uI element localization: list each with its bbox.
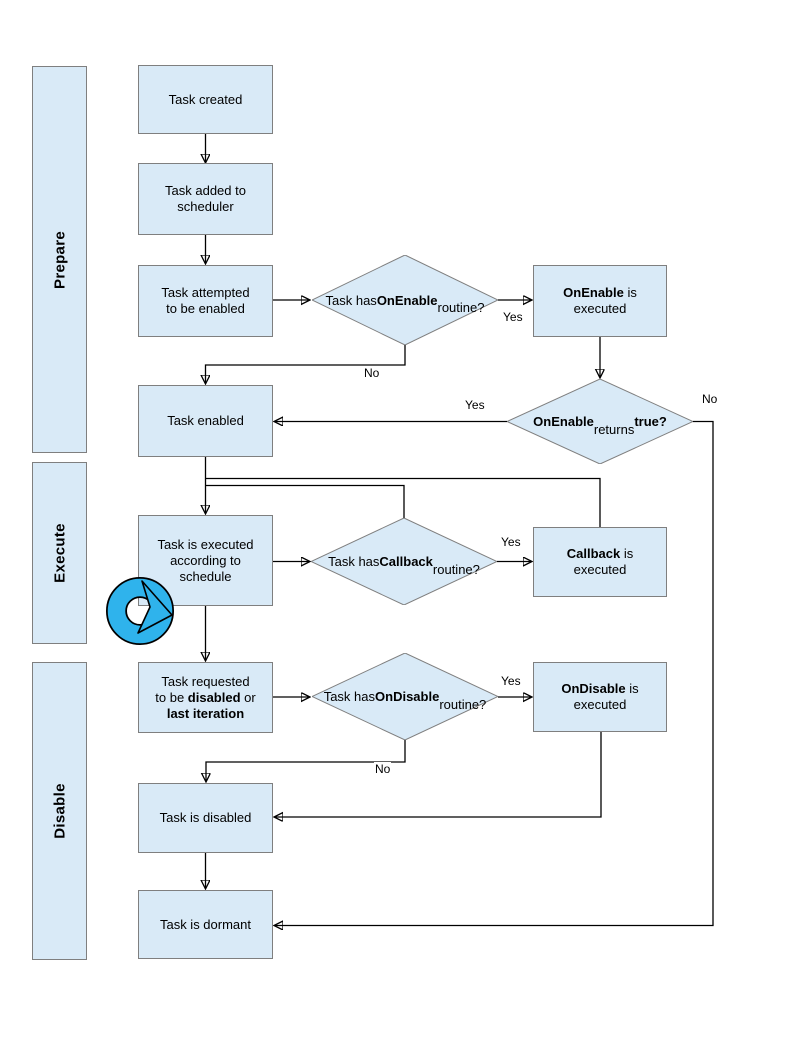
edge-label-yes-has-ondisable: Yes [501, 674, 521, 688]
decision-has-callback-label: Task has Callback routine? [328, 554, 480, 577]
decision-has-onenable-label: Task has OnEnable routine? [325, 292, 485, 315]
edge-label-yes-returns-true: Yes [465, 398, 485, 412]
node-task-disabled-label: Task is disabled [159, 810, 252, 825]
node-task-added-to-scheduler [138, 163, 273, 235]
node-task-requested-disabled [138, 662, 273, 733]
edge-label-no-has-ondisable: No [375, 762, 391, 776]
node-onenable-executed-label: OnEnable is executed [563, 285, 637, 316]
node-task-created [138, 65, 273, 134]
node-callback-executed [533, 527, 667, 597]
node-task-disabled [138, 783, 273, 853]
node-ondisable-executed [533, 662, 667, 732]
node-task-created-label: Task created [168, 91, 243, 107]
node-task-dormant-label: Task is dormant [159, 916, 252, 932]
phase-label-disable: Disable [51, 783, 68, 839]
node-callback-executed-label: Callback is executed [566, 546, 634, 577]
decision-task-has-onenable [312, 255, 498, 345]
node-ondisable-executed-label: OnDisable is executed [561, 681, 639, 712]
node-task-attempted-label: Task attempted to be enabled [161, 285, 250, 316]
node-task-enabled-label: Task enabled [167, 413, 244, 428]
node-onenable-executed [533, 265, 667, 337]
decision-has-ondisable-label: Task has OnDisable routine? [323, 689, 487, 712]
edge-label-yes-has-onenable: Yes [503, 310, 523, 324]
edge-label-no-returns-true: No [702, 392, 718, 406]
loop-repeat-icon [104, 575, 176, 647]
phase-label-prepare: Prepare [51, 230, 68, 289]
decision-returns-true-label: OnEnable returns true? [533, 414, 667, 437]
node-task-executed-label: Task is executed according to schedule [157, 536, 254, 584]
connector-hascallback-loopback [205, 486, 404, 519]
node-task-attempted-enabled [138, 265, 273, 337]
edge-label-yes-has-callback: Yes [501, 535, 521, 549]
decision-onenable-returns-true [507, 379, 693, 464]
node-task-added-label: Task added to scheduler [165, 183, 246, 214]
phase-label-execute: Execute [51, 523, 68, 583]
node-task-enabled [138, 385, 273, 457]
node-task-requested-label: Task requested to be disabled or last iteration [155, 673, 256, 721]
node-task-dormant [138, 890, 273, 959]
edge-label-no-has-onenable: No [364, 366, 380, 380]
decision-task-has-ondisable [312, 653, 498, 740]
decision-task-has-callback [311, 518, 497, 605]
connector-ondisableexec-to-disabled [275, 732, 601, 817]
